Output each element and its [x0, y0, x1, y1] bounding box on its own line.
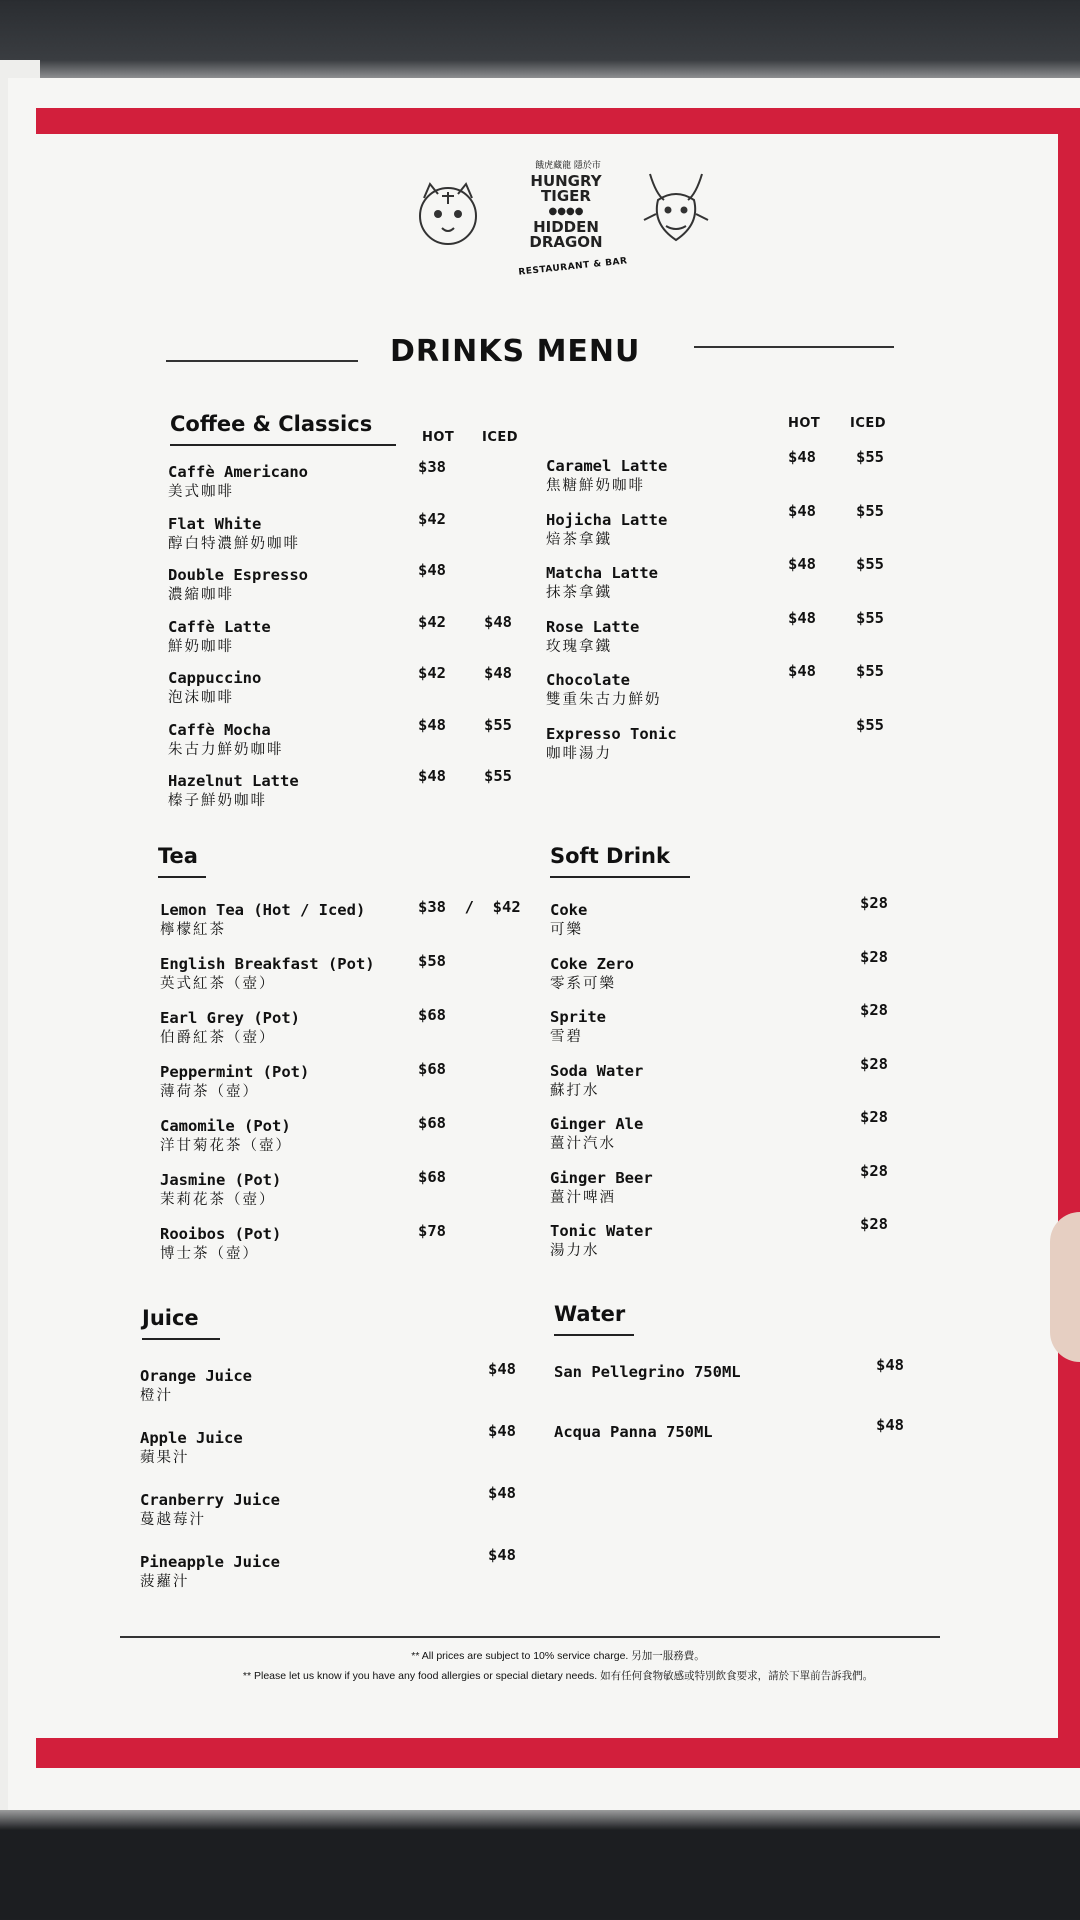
item-name: Coke Zero [550, 954, 634, 973]
item-price-iced: $55 [856, 448, 884, 466]
menu-item [550, 900, 587, 940]
coffee-right-iced-header: ICED [850, 416, 887, 431]
item-price-hot: $48 [418, 715, 446, 734]
item-price: $58 [418, 952, 446, 970]
item-name: Rose Latte [546, 617, 640, 636]
menu-item [554, 1362, 741, 1382]
tiger-icon [408, 174, 488, 254]
item-name: Camomile (Pot) [160, 1117, 291, 1135]
item-name-chinese: 榛子鮮奶咖啡 [168, 793, 267, 809]
logo-subtitle: RESTAURANT & BAR [518, 256, 628, 278]
item-name-chinese: 薑汁啤酒 [550, 1189, 616, 1206]
item-name: San Pellegrino 750ML [554, 1363, 741, 1381]
menu-item [546, 510, 667, 550]
logo-line: DRAGON [529, 233, 603, 251]
item-price-hot: $42 [418, 509, 446, 528]
item-name-chinese: 菠蘿汁 [140, 1574, 190, 1590]
coffee-heading: Coffee & Classics [170, 412, 373, 436]
menu-item [550, 954, 634, 994]
item-name: Caffè Mocha [168, 720, 271, 739]
item-price-iced: $55 [484, 715, 512, 734]
item-name-chinese: 美式咖啡 [168, 484, 234, 500]
soft-drink-underline [550, 876, 690, 878]
title-rule-right [694, 346, 894, 348]
item-name: Matcha Latte [546, 564, 658, 582]
menu-item [546, 617, 639, 657]
item-name: Jasmine (Pot) [160, 1171, 282, 1189]
item-price: $28 [860, 1215, 888, 1233]
item-price-hot: $42 [418, 612, 446, 631]
item-price: $48 [488, 1360, 516, 1378]
water-underline [554, 1334, 634, 1336]
item-name: Acqua Panna 750ML [554, 1423, 713, 1441]
item-name: Caramel Latte [546, 457, 668, 475]
item-name: Orange Juice [140, 1367, 252, 1385]
item-name: Caffè Latte [168, 617, 271, 636]
item-name-chinese: 檸檬紅茶 [160, 922, 226, 938]
item-name-chinese: 洋甘菊花茶（壺） [160, 1138, 292, 1154]
item-price: $68 [418, 1114, 446, 1132]
item-price: $68 [418, 1060, 446, 1078]
item-price-iced: $55 [856, 608, 884, 627]
menu-item [550, 1221, 653, 1261]
service-charge-note: ** All prices are subject to 10% service charge. 另加一服務費。 [411, 1650, 705, 1662]
footer-rule [120, 1636, 940, 1638]
soft-drink-heading: Soft Drink [550, 844, 670, 868]
item-name-chinese: 醇白特濃鮮奶咖啡 [168, 535, 300, 552]
item-price: $78 [418, 1222, 446, 1240]
menu-item [160, 1224, 281, 1264]
menu-item [160, 954, 375, 994]
item-name: Flat White [168, 514, 262, 533]
menu-item [160, 900, 365, 940]
item-price-hot: $48 [788, 662, 816, 680]
menu-item [140, 1552, 280, 1592]
item-name-chinese: 零系可樂 [550, 975, 616, 992]
logo-line: HIDDEN [533, 218, 599, 236]
item-price-iced: $48 [484, 664, 512, 682]
menu-item [160, 1062, 309, 1102]
item-name-chinese: 咖啡湯力 [546, 745, 612, 762]
item-name: Cranberry Juice [140, 1491, 280, 1509]
item-name: Sprite [550, 1008, 606, 1026]
item-name-chinese: 蘇打水 [550, 1082, 600, 1099]
menu-item [554, 1422, 713, 1442]
item-name-chinese: 博士茶（壺） [160, 1246, 259, 1262]
item-price: $48 [876, 1356, 904, 1374]
menu-item [168, 617, 271, 657]
menu-item [546, 563, 658, 603]
item-price: $68 [418, 1006, 446, 1024]
item-price: $48 [876, 1416, 904, 1434]
coffee-left-iced-header: ICED [482, 430, 519, 445]
item-name: English Breakfast (Pot) [160, 955, 375, 973]
restaurant-logo [408, 161, 728, 284]
menu-item [546, 670, 662, 710]
item-name: Earl Grey (Pot) [160, 1009, 300, 1027]
item-name: Soda Water [550, 1061, 644, 1080]
item-price-iced: $55 [856, 501, 884, 520]
item-name-chinese: 鮮奶咖啡 [168, 638, 234, 655]
item-price: $28 [860, 947, 888, 966]
item-price-hot: $48 [788, 448, 816, 466]
item-name-chinese: 橙汁 [140, 1388, 173, 1404]
item-price: $28 [860, 1161, 888, 1180]
dragon-icon [636, 164, 716, 254]
menu-item [160, 1008, 300, 1048]
water-heading: Water [554, 1302, 626, 1326]
item-name: Ginger Ale [550, 1115, 644, 1133]
item-name: Cappuccino [168, 669, 262, 687]
menu-item [140, 1490, 280, 1530]
menu-item [140, 1428, 243, 1468]
menu-item [550, 1168, 653, 1208]
item-price: $48 [488, 1484, 516, 1502]
page-title: DRINKS MENU [390, 334, 641, 369]
coffee-left-hot-header: HOT [422, 430, 455, 445]
item-price: $48 [488, 1422, 516, 1440]
item-price: $28 [860, 1001, 888, 1019]
item-name-chinese: 焙茶拿鐵 [546, 531, 612, 548]
item-name: Apple Juice [140, 1429, 243, 1447]
item-name-chinese: 泡沫咖啡 [168, 690, 234, 706]
item-name: Chocolate [546, 671, 630, 689]
menu-item [168, 565, 308, 605]
item-name: Lemon Tea (Hot / Iced) [160, 901, 366, 919]
item-name-chinese: 玫瑰拿鐵 [546, 638, 612, 655]
menu-item [168, 462, 308, 502]
item-name-chinese: 伯爵紅茶（壺） [160, 1030, 276, 1046]
item-name-chinese: 朱古力鮮奶咖啡 [168, 741, 284, 758]
item-name-chinese: 湯力水 [550, 1243, 600, 1259]
item-name: Expresso Tonic [546, 724, 677, 743]
item-price: $28 [860, 894, 888, 912]
menu-item [140, 1366, 252, 1406]
item-price-hot: $48 [418, 561, 446, 579]
menu-item [168, 720, 284, 760]
item-name: Coke [550, 901, 588, 919]
menu-item [168, 771, 299, 811]
coffee-underline [170, 444, 396, 446]
item-name-chinese: 雙重朱古力鮮奶 [546, 692, 662, 708]
item-name: Pineapple Juice [140, 1553, 280, 1571]
logo-tagline: 餓虎藏龍 隱於市 [535, 161, 601, 171]
menu-item [550, 1114, 643, 1154]
item-price: $38 / $42 [418, 898, 521, 916]
juice-heading: Juice [142, 1306, 199, 1330]
item-name-chinese: 蘋果汁 [140, 1450, 190, 1466]
item-name-chinese: 英式紅茶（壺） [160, 976, 276, 992]
tea-heading: Tea [158, 844, 198, 868]
item-price-hot: $48 [418, 767, 446, 785]
item-name-chinese: 抹茶拿鐵 [546, 585, 612, 601]
item-name: Hojicha Latte [546, 510, 668, 529]
menu-item [550, 1007, 606, 1047]
item-price: $48 [488, 1546, 516, 1564]
item-name-chinese: 薑汁汽水 [550, 1136, 616, 1152]
item-price-hot: $48 [788, 608, 816, 627]
logo-line: TIGER [541, 187, 591, 205]
item-price-iced: $55 [856, 555, 884, 573]
item-name: Peppermint (Pot) [160, 1063, 310, 1081]
item-name-chinese: 雪碧 [550, 1029, 583, 1045]
menu-item [168, 668, 261, 708]
item-price-hot: $38 [418, 458, 446, 476]
item-name: Caffè Americano [168, 463, 308, 481]
item-name-chinese: 濃縮咖啡 [168, 587, 234, 603]
menu-item [546, 456, 667, 496]
juice-underline [142, 1338, 220, 1340]
item-name: Hazelnut Latte [168, 772, 299, 790]
thumb [1050, 1212, 1080, 1362]
item-price: $68 [418, 1168, 446, 1186]
item-name: Rooibos (Pot) [160, 1225, 282, 1243]
item-price-hot: $48 [788, 555, 816, 573]
item-price-iced: $55 [856, 715, 884, 734]
item-name-chinese: 可樂 [550, 922, 583, 938]
logo-line: HUNGRY [530, 172, 602, 190]
title-rule-left [166, 360, 358, 362]
menu-item [546, 724, 677, 764]
item-name-chinese: 茉莉花茶（壺） [160, 1192, 276, 1208]
menu-item [168, 514, 300, 554]
item-price-iced: $55 [484, 767, 512, 785]
menu-item [160, 1170, 281, 1210]
item-price-iced: $55 [856, 662, 884, 680]
logo-wordmark [526, 174, 606, 250]
item-name-chinese: 焦糖鮮奶咖啡 [546, 478, 645, 494]
item-name: Ginger Beer [550, 1168, 653, 1187]
item-price-iced: $48 [484, 612, 512, 631]
tea-underline [158, 876, 206, 878]
coffee-right-hot-header: HOT [788, 416, 821, 431]
item-name: Tonic Water [550, 1222, 653, 1240]
item-name-chinese: 蔓越莓汁 [140, 1512, 206, 1528]
menu-page [60, 134, 1056, 1710]
logo-emblems: ●●●● [548, 206, 584, 217]
item-price: $28 [860, 1108, 888, 1126]
item-name: Double Espresso [168, 566, 308, 584]
menu-item [160, 1116, 292, 1156]
item-price-hot: $48 [788, 501, 816, 520]
allergy-note: ** Please let us know if you have any food allergies or special dietary needs. 如有任何食物敏感或特別飲食要求，請於下單前告訴我們。 [242, 1670, 874, 1682]
item-name-chinese: 薄荷茶（壺） [160, 1084, 259, 1100]
item-price: $28 [860, 1054, 888, 1073]
item-price-hot: $42 [418, 664, 446, 682]
menu-item [550, 1061, 643, 1101]
